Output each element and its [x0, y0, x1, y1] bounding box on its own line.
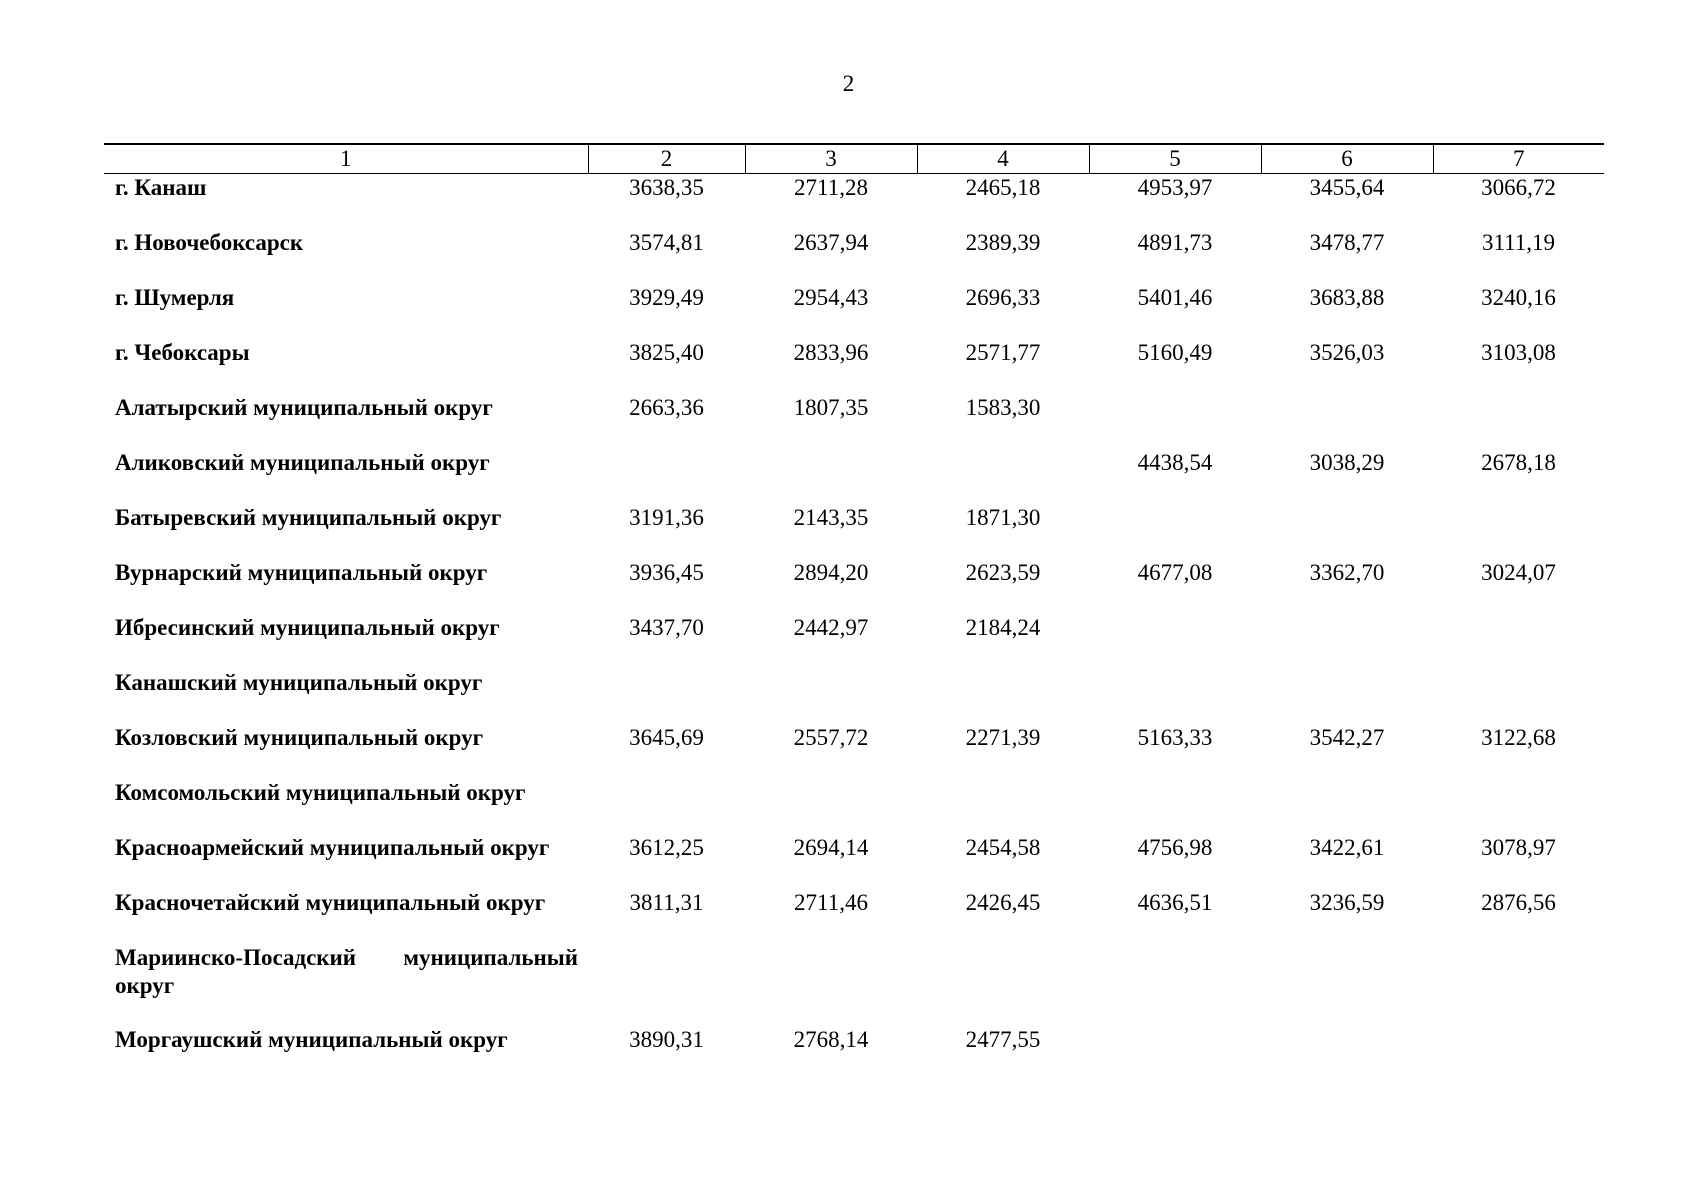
row-value-col-6: 3526,03 [1309, 340, 1385, 365]
row-value-col-5: 4891,73 [1137, 230, 1213, 255]
column-header: 7 [1433, 144, 1604, 174]
row-value-col-5: 5163,33 [1137, 725, 1213, 750]
row-value-col-4: 2426,45 [965, 890, 1041, 915]
table-row [104, 614, 1604, 669]
row-value-col-3 [745, 779, 917, 834]
row-value-col-2: 3645,69 [629, 725, 704, 750]
row-value-col-5: 5160,49 [1137, 340, 1213, 365]
row-value-col-5: 4953,97 [1137, 175, 1213, 200]
row-value-col-6: 3683,88 [1309, 285, 1385, 310]
row-value-col-2: 3936,45 [629, 560, 704, 585]
row-value-col-7 [1433, 1026, 1604, 1081]
row-value-col-5: 4756,98 [1137, 835, 1213, 860]
column-header: 3 [745, 144, 917, 174]
row-value-col-3 [745, 944, 917, 1026]
row-name: Канашский муниципальный округ [115, 670, 483, 695]
table-row [104, 174, 1604, 230]
table-row [104, 944, 1604, 1026]
row-value-col-2 [588, 944, 745, 1026]
row-value-col-3: 2694,14 [793, 835, 869, 860]
row-value-col-5: 4438,54 [1137, 450, 1213, 475]
row-value-col-7 [1433, 669, 1604, 724]
row-value-col-2: 3929,49 [629, 285, 704, 310]
row-value-col-4: 2184,24 [965, 615, 1041, 640]
row-value-col-3: 2711,28 [794, 175, 868, 200]
table-row [104, 559, 1604, 614]
column-header: 6 [1261, 144, 1433, 174]
row-value-col-4: 1871,30 [965, 505, 1041, 530]
row-value-col-6 [1261, 669, 1433, 724]
row-name: Мариинско-Посадский муниципальный округ [115, 945, 578, 998]
row-value-col-6 [1261, 944, 1433, 1026]
row-value-col-5 [1089, 504, 1261, 559]
row-value-col-4: 2454,58 [965, 835, 1041, 860]
row-value-col-7: 2678,18 [1481, 450, 1556, 475]
row-value-col-5 [1089, 779, 1261, 834]
row-value-col-4 [917, 944, 1089, 1026]
table-row [104, 449, 1604, 504]
row-value-col-7: 3024,07 [1481, 560, 1556, 585]
row-value-col-6: 3422,61 [1309, 835, 1385, 860]
table-row [104, 834, 1604, 889]
row-value-col-6 [1261, 1026, 1433, 1081]
row-value-col-5 [1089, 1026, 1261, 1081]
column-header: 4 [917, 144, 1089, 174]
row-value-col-3 [745, 669, 917, 724]
row-value-col-4: 1583,30 [965, 395, 1041, 420]
row-value-col-5 [1089, 394, 1261, 449]
row-name: г. Чебоксары [115, 340, 250, 365]
column-header: 2 [588, 144, 745, 174]
data-table [104, 143, 1604, 1081]
table-body [104, 174, 1604, 1082]
row-value-col-6: 3542,27 [1309, 725, 1385, 750]
table-row [104, 229, 1604, 284]
row-name: Вурнарский муниципальный округ [115, 560, 488, 585]
row-value-col-4 [917, 449, 1089, 504]
row-name: г. Шумерля [115, 285, 235, 310]
row-value-col-2 [588, 449, 745, 504]
row-value-col-7 [1433, 779, 1604, 834]
row-name: г. Новочебоксарск [115, 230, 304, 255]
row-value-col-2: 2663,36 [629, 395, 704, 420]
row-value-col-3: 2143,35 [793, 505, 869, 530]
row-value-col-6: 3455,64 [1309, 175, 1385, 200]
row-value-col-3: 2442,97 [793, 615, 869, 640]
header-row [104, 144, 1604, 174]
row-value-col-7: 3240,16 [1481, 285, 1556, 310]
row-value-col-2: 3825,40 [629, 340, 704, 365]
row-value-col-2: 3437,70 [629, 615, 704, 640]
row-value-col-4: 2389,39 [965, 230, 1041, 255]
row-value-col-7 [1433, 504, 1604, 559]
table-row [104, 284, 1604, 339]
row-value-col-7 [1433, 944, 1604, 1026]
row-value-col-3: 2711,46 [794, 890, 868, 915]
row-value-col-3: 2768,14 [793, 1027, 869, 1052]
row-value-col-7 [1433, 394, 1604, 449]
row-value-col-6 [1261, 504, 1433, 559]
column-header: 1 [104, 144, 588, 174]
page-number: 2 [842, 71, 855, 96]
table-row [104, 339, 1604, 394]
row-value-col-3: 2637,94 [793, 230, 869, 255]
table-row [104, 1026, 1604, 1081]
row-value-col-2: 3574,81 [629, 230, 704, 255]
row-value-col-3: 2894,20 [793, 560, 869, 585]
row-value-col-3: 2557,72 [793, 725, 869, 750]
row-value-col-4: 2271,39 [965, 725, 1041, 750]
row-value-col-7: 3078,97 [1481, 835, 1556, 860]
row-name: Моргаушский муниципальный округ [115, 1027, 508, 1052]
table-row [104, 724, 1604, 779]
row-value-col-5: 5401,46 [1137, 285, 1213, 310]
table-row [104, 669, 1604, 724]
row-name: Алатырский муниципальный округ [115, 395, 493, 420]
row-value-col-5 [1089, 614, 1261, 669]
row-value-col-7: 3111,19 [1481, 230, 1556, 255]
row-value-col-6 [1261, 394, 1433, 449]
row-value-col-7: 3122,68 [1481, 725, 1556, 750]
row-value-col-6: 3478,77 [1309, 230, 1385, 255]
row-value-col-4 [917, 779, 1089, 834]
row-value-col-2: 3890,31 [629, 1027, 704, 1052]
row-value-col-4: 2696,33 [965, 285, 1041, 310]
row-name: Козловский муниципальный округ [115, 725, 484, 750]
row-value-col-6: 3038,29 [1309, 450, 1385, 475]
row-value-col-2 [588, 779, 745, 834]
row-value-col-4: 2571,77 [965, 340, 1041, 365]
table-row [104, 394, 1604, 449]
row-value-col-2 [588, 669, 745, 724]
row-value-col-7: 3103,08 [1481, 340, 1556, 365]
row-value-col-5: 4636,51 [1137, 890, 1213, 915]
row-value-col-5: 4677,08 [1137, 560, 1213, 585]
row-value-col-7 [1433, 614, 1604, 669]
row-value-col-6 [1261, 614, 1433, 669]
table-row [104, 504, 1604, 559]
row-value-col-3: 1807,35 [793, 395, 869, 420]
row-value-col-4: 2465,18 [965, 175, 1041, 200]
table-row [104, 889, 1604, 944]
row-value-col-3: 2954,43 [793, 285, 869, 310]
row-value-col-3: 2833,96 [793, 340, 869, 365]
row-value-col-6: 3236,59 [1309, 890, 1385, 915]
row-value-col-7: 2876,56 [1481, 890, 1556, 915]
row-value-col-2: 3811,31 [629, 890, 704, 915]
row-name: Батыревский муниципальный округ [115, 505, 502, 530]
row-name: Комсомольский муниципальный округ [115, 780, 526, 805]
row-value-col-2: 3638,35 [629, 175, 704, 200]
row-value-col-2: 3612,25 [629, 835, 704, 860]
row-value-col-3 [745, 449, 917, 504]
row-name: Красноармейский муниципальный округ [115, 835, 550, 860]
row-value-col-6: 3362,70 [1309, 560, 1385, 585]
row-name: г. Канаш [115, 175, 207, 200]
row-value-col-5 [1089, 944, 1261, 1026]
row-value-col-4: 2623,59 [965, 560, 1041, 585]
table-row [104, 779, 1604, 834]
row-name: Красночетайский муниципальный округ [115, 890, 546, 915]
row-value-col-5 [1089, 669, 1261, 724]
row-value-col-4 [917, 669, 1089, 724]
column-header: 5 [1089, 144, 1261, 174]
row-value-col-4: 2477,55 [965, 1027, 1041, 1052]
row-value-col-2: 3191,36 [629, 505, 704, 530]
row-value-col-7: 3066,72 [1481, 175, 1556, 200]
row-name: Ибресинский муниципальный округ [115, 615, 500, 640]
row-value-col-6 [1261, 779, 1433, 834]
row-name: Аликовский муниципальный округ [115, 450, 490, 475]
